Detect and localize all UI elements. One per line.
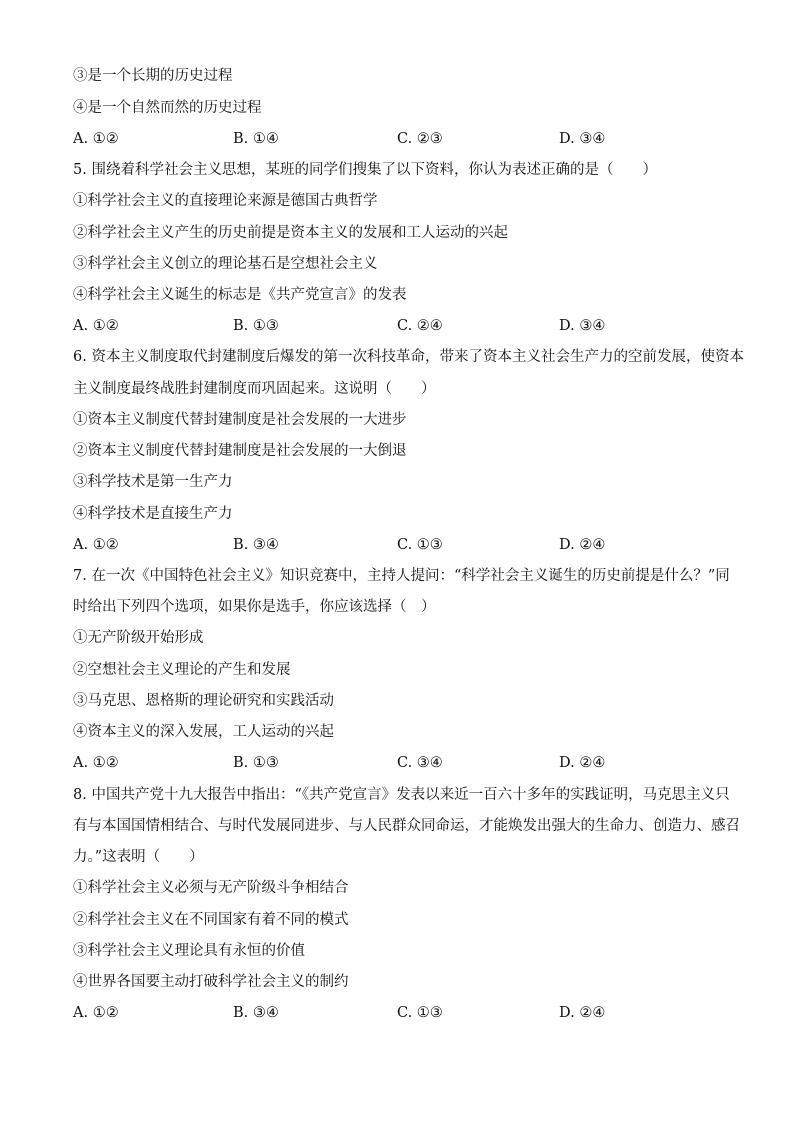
- q5-stem: 5. 围绕着科学社会主义思想，某班的同学们搜集了以下资料，你认为表述正确的是（ ）: [73, 162, 657, 178]
- q5-statement-1: ①科学社会主义的直接理论来源是德国古典哲学: [73, 193, 378, 209]
- q7-stem-line-2: 时给出下列四个选项，如果你是选手，你应该选择（ ）: [73, 599, 436, 615]
- q6-statement-2: ②资本主义制度代替封建制度是社会发展的一大倒退: [73, 443, 407, 459]
- q7-stem-line-1: 7. 在一次《中国特色社会主义》知识竞赛中，主持人提问：“科学社会主义诞生的历史前提是什么？”同: [73, 568, 730, 584]
- q5-option-d: D. ③④: [559, 318, 606, 334]
- q8-stem-line-1: 8. 中国共产党十九大报告中指出：“《共产党宣言》发表以来近一百六十多年的实践证明，马克思主义只: [73, 787, 730, 803]
- q4-statement-4: ④是一个自然而然的历史过程: [73, 100, 262, 116]
- q5-option-b: B. ①③: [233, 318, 279, 334]
- q8-option-d: D. ②④: [559, 1005, 606, 1021]
- q8-stem-line-2: 有与本国国情相结合、与时代发展同进步、与人民群众同命运，才能焕发出强大的生命力、创造力、感召: [73, 818, 740, 834]
- q7-option-b: B. ①③: [233, 755, 279, 771]
- q5-option-c: C. ②④: [397, 318, 443, 334]
- q6-statement-3: ③科学技术是第一生产力: [73, 474, 233, 490]
- q6-stem-line-2: 主义制度最终战胜封建制度而巩固起来。这说明（ ）: [73, 381, 436, 397]
- q8-stem-line-3: 力。”这表明（ ）: [73, 849, 204, 865]
- q8-statement-3: ③科学社会主义理论具有永恒的价值: [73, 943, 305, 959]
- q6-option-d: D. ②④: [559, 537, 606, 553]
- q4-option-a: A. ①②: [73, 131, 119, 147]
- q6-statement-4: ④科学技术是直接生产力: [73, 506, 233, 522]
- q5-statement-2: ②科学社会主义产生的历史前提是资本主义的发展和工人运动的兴起: [73, 225, 508, 241]
- q7-option-c: C. ③④: [397, 755, 443, 771]
- q7-statement-1: ①无产阶级开始形成: [73, 630, 204, 646]
- q8-statement-4: ④世界各国要主动打破科学社会主义的制约: [73, 974, 349, 990]
- q8-option-c: C. ①③: [397, 1005, 443, 1021]
- q4-options: [73, 130, 733, 148]
- q8-option-b: B. ③④: [233, 1005, 279, 1021]
- q5-options: [73, 317, 733, 335]
- q4-option-b: B. ①④: [233, 131, 279, 147]
- q8-option-a: A. ①②: [73, 1005, 119, 1021]
- q4-statement-3: ③是一个长期的历史过程: [73, 68, 233, 84]
- q5-statement-3: ③科学社会主义创立的理论基石是空想社会主义: [73, 256, 378, 272]
- q6-options: [73, 536, 733, 554]
- q7-statement-4: ④资本主义的深入发展，工人运动的兴起: [73, 724, 334, 740]
- q4-option-d: D. ③④: [559, 131, 606, 147]
- q7-option-d: D. ②④: [559, 755, 606, 771]
- q7-statement-3: ③马克思、恩格斯的理论研究和实践活动: [73, 693, 334, 709]
- q4-option-c: C. ②③: [397, 131, 443, 147]
- q8-statement-1: ①科学社会主义必须与无产阶级斗争相结合: [73, 880, 349, 896]
- q5-option-a: A. ①②: [73, 318, 119, 334]
- q7-statement-2: ②空想社会主义理论的产生和发展: [73, 662, 291, 678]
- q8-options: [73, 1004, 733, 1022]
- q7-options: [73, 754, 733, 772]
- q6-statement-1: ①资本主义制度代替封建制度是社会发展的一大进步: [73, 412, 407, 428]
- q8-statement-2: ②科学社会主义在不同国家有着不同的模式: [73, 912, 349, 928]
- q5-statement-4: ④科学社会主义诞生的标志是《共产党宣言》的发表: [73, 287, 407, 303]
- q7-option-a: A. ①②: [73, 755, 119, 771]
- q6-stem-line-1: 6. 资本主义制度取代封建制度后爆发的第一次科技革命，带来了资本主义社会生产力的空前发展，使资本: [73, 349, 744, 365]
- q6-option-c: C. ①③: [397, 537, 443, 553]
- q6-option-b: B. ③④: [233, 537, 279, 553]
- q6-option-a: A. ①②: [73, 537, 119, 553]
